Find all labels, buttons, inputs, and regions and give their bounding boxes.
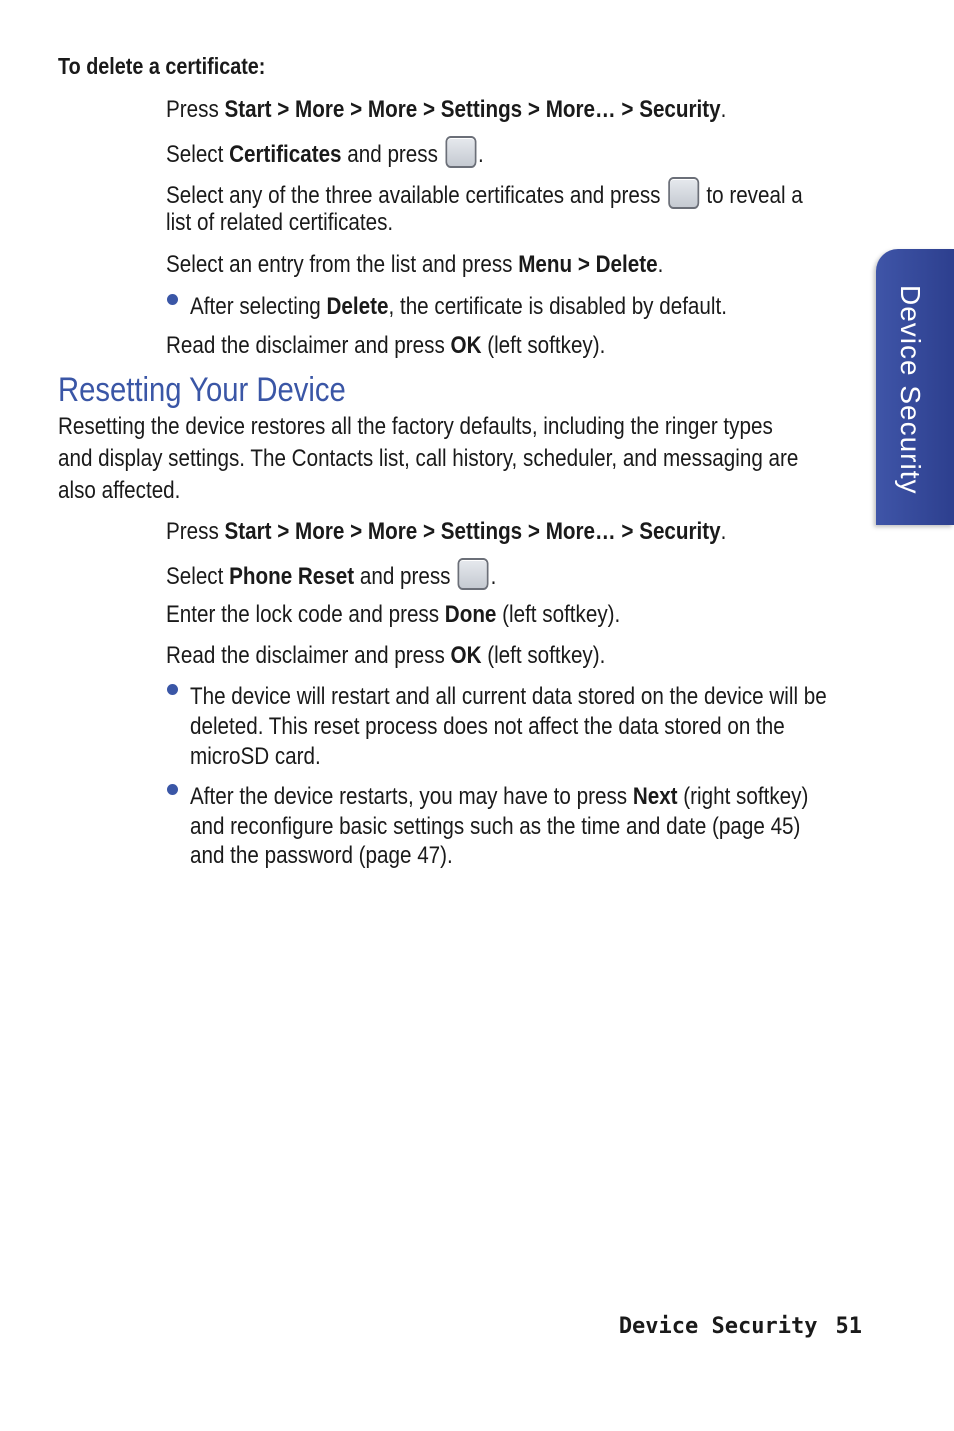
- procedure-heading: To delete a certificate:: [58, 53, 266, 79]
- reset-note-2-line-2: and reconfigure basic settings such as the time and date (page 45): [190, 813, 801, 840]
- reset-step-2: Select Phone Reset and press .: [166, 558, 550, 592]
- select-key-icon: [458, 558, 489, 590]
- footer-section: Device Security: [618, 1314, 818, 1339]
- reset-note-1-line-2: deleted. This reset process does not affect the data stored on the: [190, 713, 785, 740]
- reset-note-1-line-1: The device will restart and all current data stored on the device will be: [190, 683, 827, 710]
- reset-step-1: Press Start > More > More > Settings > More… > Security.: [166, 518, 727, 545]
- intro-line-2: and display settings. The Contacts list, call history, scheduler, and messaging are: [58, 445, 799, 472]
- footer-page-number: 51: [835, 1314, 862, 1339]
- reset-note-2-line-3: and the password (page 47).: [190, 842, 453, 869]
- reset-step-4: Read the disclaimer and press OK (left softkey).: [166, 642, 606, 669]
- delete-step-3-line-1: Select any of the three available certificates and press to reveal a: [166, 177, 906, 211]
- reset-step-3: Enter the lock code and press Done (left softkey).: [166, 601, 621, 628]
- delete-step-5: Read the disclaimer and press OK (left softkey).: [166, 332, 606, 359]
- intro-line-1: Resetting the device restores all the factory defaults, including the ringer types: [58, 413, 773, 440]
- page-footer: [619, 1314, 862, 1339]
- reset-note-1-line-3: microSD card.: [190, 743, 321, 770]
- bullet-icon: [167, 684, 178, 695]
- side-chapter-tab: [876, 249, 954, 525]
- delete-step-2: Select Certificates and press .: [166, 136, 536, 170]
- side-tab-label: Device Security: [895, 285, 926, 495]
- intro-line-3: also affected.: [58, 477, 181, 504]
- delete-step-4: Select an entry from the list and press Menu > Delete.: [166, 251, 664, 278]
- select-key-icon: [445, 136, 476, 168]
- delete-step-3-line-2: list of related certificates.: [166, 209, 394, 236]
- select-key-icon: [668, 177, 699, 209]
- section-title: Resetting Your Device: [58, 371, 346, 409]
- delete-note: After selecting Delete, the certificate is disabled by default.: [190, 293, 727, 320]
- reset-note-2-line-1: After the device restarts, you may have to press Next (right softkey): [190, 783, 809, 810]
- bullet-icon: [167, 294, 178, 305]
- bullet-icon: [167, 784, 178, 795]
- delete-step-1: Press Start > More > More > Settings > More… > Security.: [166, 96, 727, 123]
